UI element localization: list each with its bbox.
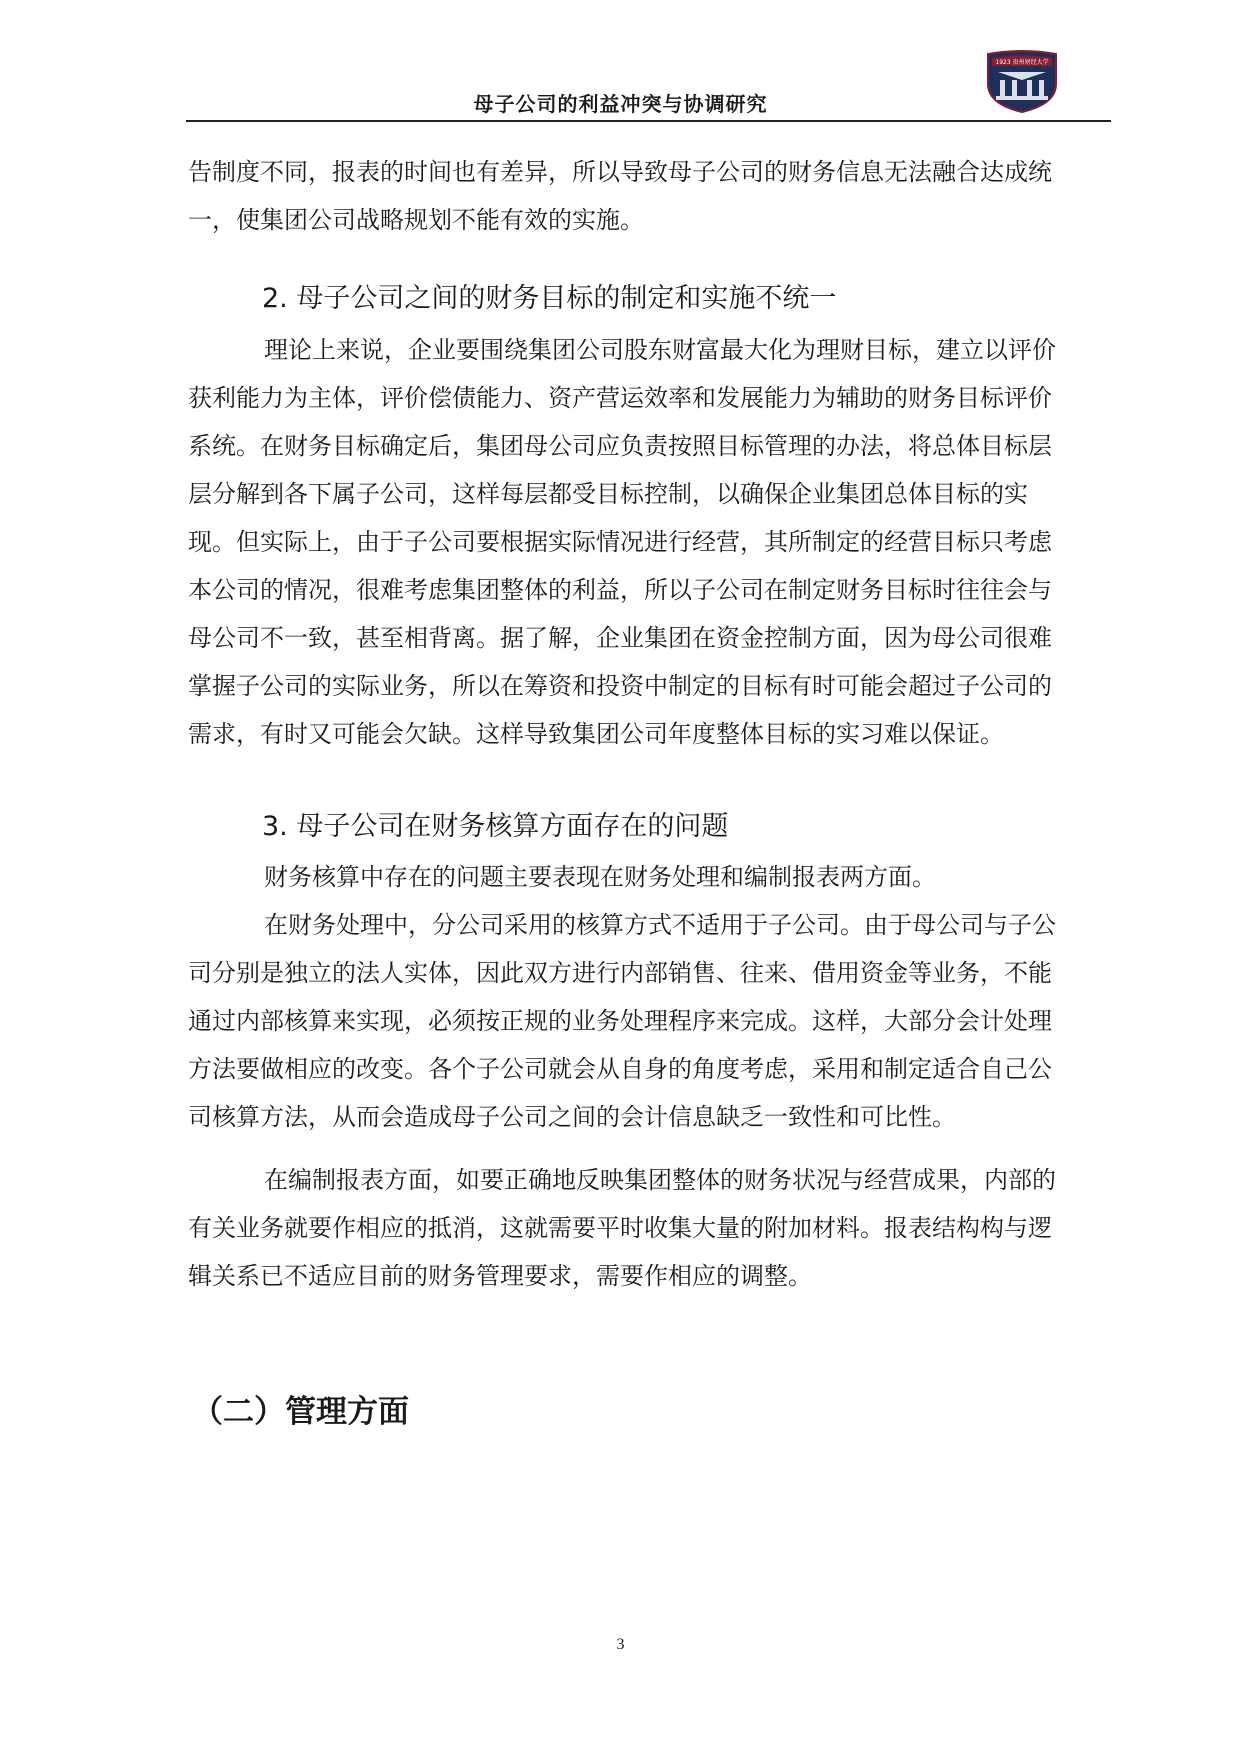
- heading-section-2: 2. 母子公司之间的财务目标的制定和实施不统一: [262, 283, 837, 314]
- heading-section-3: 3. 母子公司在财务核算方面存在的问题: [262, 811, 729, 842]
- paragraph-section-3a: 财务核算中存在的问题主要表现在财务处理和编制报表两方面。: [264, 863, 936, 891]
- paragraph-section-3c: 在编制报表方面，如要正确地反映集团整体的财务状况与经营成果，内部的有关业务就要作相应的抵消，这就需要平时收集大量的附加材料。报表结构构与逻辑关系已不适应目前的财务管理要求，需要作相应的调整。: [188, 1166, 1056, 1290]
- header-divider: [186, 120, 1111, 122]
- crest-text: 1923 贵州财经大学: [995, 59, 1049, 66]
- paragraph-section-3b: 在财务处理中，分公司采用的核算方式不适用于子公司。由于母公司与子公司分别是独立的法人实体，因此双方进行内部销售、往来、借用资金等业务，不能通过内部核算来实现，必须按正规的业务处理程序来完成。这样，大部分会计处理方法要做相应的改变。各个子公司就会从自身的角度考虑，采用和制定适合自己公司核算方法，从而会造成母子公司之间的会计信息缺乏一致性和可比性。: [188, 911, 1056, 1131]
- paragraph-continuation: 告制度不同，报表的时间也有差异，所以导致母子公司的财务信息无法融合达成统一，使集团公司战略规划不能有效的实施。: [188, 158, 1052, 234]
- running-header-title: 母子公司的利益冲突与协调研究: [473, 92, 768, 116]
- section-heading-management: （二）管理方面: [192, 1394, 409, 1430]
- page-number: 3: [616, 1636, 625, 1653]
- paragraph-section-2: 理论上来说，企业要围绕集团公司股东财富最大化为理财目标，建立以评价获利能力为主体，评价偿债能力、资产营运效率和发展能力为辅助的财务目标评价系统。在财务目标确定后，集团母公司应负责按照目标管理的办法，将总体目标层层分解到各下属子公司，这样每层都受目标控制，以确保企业集团总体目标的实现。但实际上，由于子公司要根据实际情况进行经营，其所制定的经营目标只考虑本公司的情况，很难考虑集团整体的利益，所以子公司在制定财务目标时往往会与母公司不一致，甚至相背离。据了解，企业集团在资金控制方面，因为母公司很难掌握子公司的实际业务，所以在筹资和投资中制定的目标有时可能会超过子公司的需求，有时又可能会欠缺。这样导致集团公司年度整体目标的实习难以保证。: [188, 336, 1056, 748]
